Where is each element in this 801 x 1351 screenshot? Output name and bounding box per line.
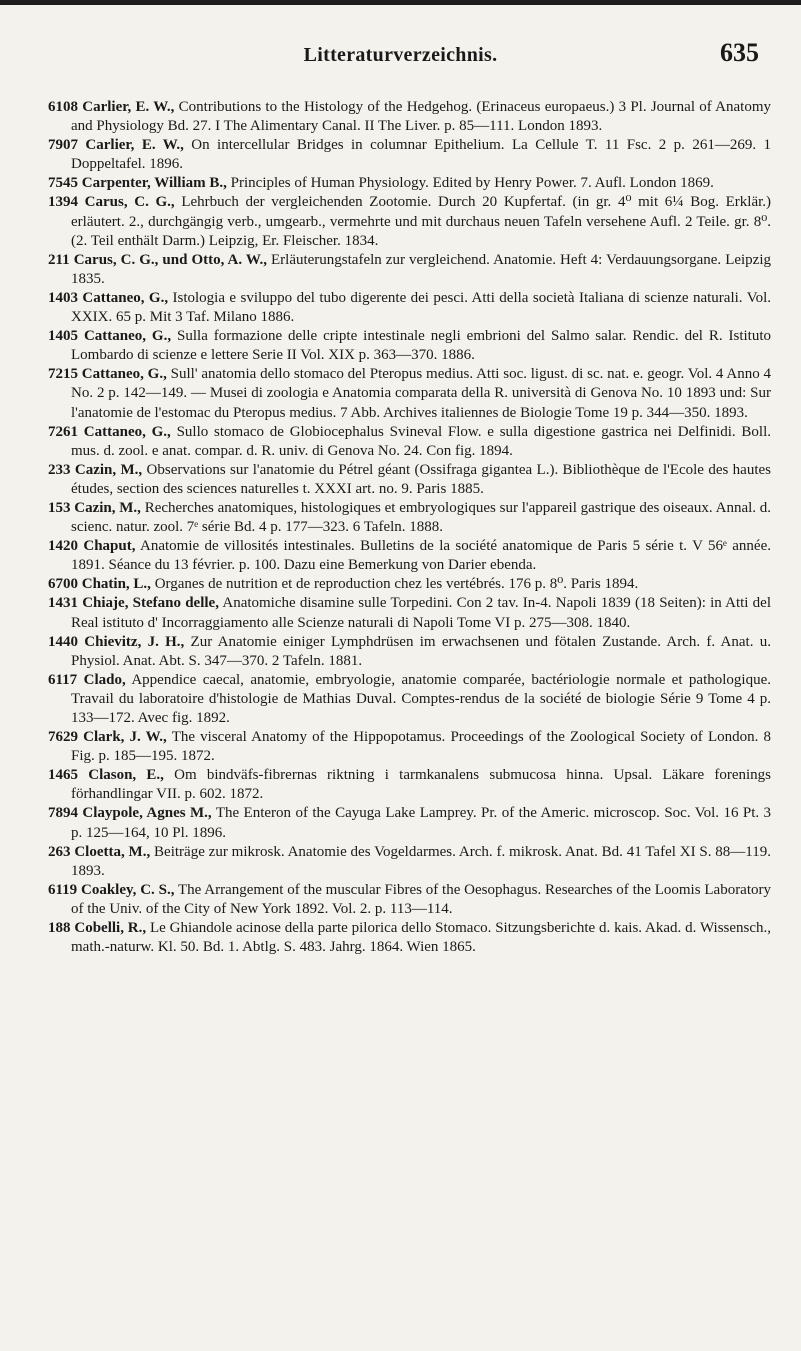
entry-author: Coakley, C. S., bbox=[81, 881, 175, 898]
entry-author: Carlier, E. W., bbox=[85, 137, 184, 154]
entry-number: 153 bbox=[48, 499, 71, 516]
bibliography-entry bbox=[48, 633, 771, 671]
entry-author: Claypole, Agnes M., bbox=[82, 805, 212, 822]
bibliography-entry bbox=[48, 919, 771, 957]
entry-author: Cloetta, M., bbox=[74, 843, 151, 860]
bibliography-entry bbox=[48, 98, 771, 136]
bibliography-entry bbox=[48, 461, 771, 499]
entry-text: Sull' anatomia dello stomaco del Pteropus medius. Atti soc. ligust. di sc. nat. e. geogr. Vol. 4 Anno 4 No. 2 p. 142—149. — Musei di zoologia e Anatomia comparata della R. università di Genova No. 10 1893 und: Sur l'anatomie de l'estomac du Pteropus medius. 7 Abb. Archives italiennes de Biologie Tome 19 p. 344—350. 1893. bbox=[71, 366, 772, 421]
entry-author: Chiaje, Stefano delle, bbox=[82, 595, 219, 612]
bibliography-entry bbox=[48, 766, 771, 804]
entry-author: Clason, E., bbox=[88, 767, 164, 784]
entry-author: Cattaneo, G., bbox=[81, 366, 167, 383]
bibliography-entry bbox=[48, 594, 771, 632]
entry-text: Anatomiche disamine sulle Torpedini. Con 2 tav. In-4. Napoli 1839 (18 Seiten): in Atti del Real istituto d' Incorraggiamento alle Scienze naturali di Napoli Tome VI p. 275—308. 1840. bbox=[71, 595, 771, 631]
entry-number: 7907 bbox=[48, 137, 78, 154]
entry-number: 1420 bbox=[48, 538, 78, 555]
entry-author: Chievitz, J. H., bbox=[84, 633, 185, 650]
entry-number: 6119 bbox=[48, 881, 78, 898]
entry-number: 1394 bbox=[48, 194, 78, 211]
entry-author: Carus, C. G., und Otto, A. W., bbox=[73, 251, 267, 268]
entry-number: 6117 bbox=[48, 671, 78, 688]
entry-text: The Enteron of the Cayuga Lake Lamprey. Pr. of the Americ. microscop. Soc. Vol. 16 Pt. 3 p. 125—164, 10 Pl. 1896. bbox=[71, 805, 772, 841]
running-title: Litteraturverzeichnis. bbox=[303, 44, 498, 66]
bibliography-entry bbox=[48, 193, 771, 250]
entry-author: Cattaneo, G., bbox=[83, 423, 171, 440]
entry-author: Carus, C. G., bbox=[84, 194, 175, 211]
bibliography-entry bbox=[48, 136, 771, 174]
bibliography-entry bbox=[48, 881, 771, 919]
entry-author: Cobelli, R., bbox=[74, 920, 147, 937]
entry-number: 211 bbox=[48, 251, 70, 268]
entry-number: 1403 bbox=[48, 289, 78, 306]
entry-text: The Arrangement of the muscular Fibres of the Oesophagus. Researches of the Loomis Laboratory of the Univ. of the City of New York 1892. Vol. 2. p. 113—114. bbox=[71, 881, 772, 917]
entry-text: On intercellular Bridges in columnar Epithelium. La Cellule T. 11 Fsc. 2 p. 261—269. 1 Doppeltafel. 1896. bbox=[71, 137, 771, 173]
bibliography-entry bbox=[48, 537, 771, 575]
entry-number: 7545 bbox=[48, 175, 78, 192]
entry-author: Chatin, L., bbox=[81, 576, 151, 593]
entry-number: 7894 bbox=[48, 805, 78, 822]
entry-author: Clado, bbox=[83, 671, 126, 688]
entry-text: The visceral Anatomy of the Hippopotamus. Proceedings of the Zoological Society of London. 8 Fig. p. 185—195. 1872. bbox=[71, 729, 772, 765]
entry-number: 6108 bbox=[48, 99, 78, 115]
entry-number: 7215 bbox=[48, 366, 78, 383]
bibliography-entry bbox=[48, 804, 771, 842]
page-header bbox=[0, 38, 801, 78]
bibliography-entry bbox=[48, 174, 771, 193]
entry-author: Cattaneo, G., bbox=[83, 328, 172, 345]
entry-text: Appendice caecal, anatomie, embryologie, anatomie comparée, bactériologie normale et pathologique. Travail du laboratoire d'histologie de Mathias Duval. Comptes-rendus de la société de biologie Série 9 Tome 4 p. 133—172. Avec fig. 1892. bbox=[71, 671, 771, 726]
entry-number: 188 bbox=[48, 920, 71, 937]
entry-text: Om bindväfs-fibrernas riktning i tarmkanalens submucosa hinna. Upsal. Läkare forenings förhandlingar VII. p. 602. 1872. bbox=[71, 767, 772, 803]
entry-number: 1440 bbox=[48, 633, 78, 650]
entry-text: Beiträge zur mikrosk. Anatomie des Vogeldarmes. Arch. f. mikrosk. Anat. Bd. 41 Tafel XI S. 88—119. 1893. bbox=[71, 843, 771, 879]
entry-text: Istologia e sviluppo del tubo digerente dei pesci. Atti della società Italiana di scienze naturali. Vol. XXIX. 65 p. Mit 3 Taf. Milano 1886. bbox=[71, 289, 772, 326]
entry-text: Organes de nutrition et de reproduction chez les vertébrés. 176 p. 8⁰. Paris 1894. bbox=[154, 576, 639, 593]
bibliography-entry bbox=[48, 365, 771, 422]
page-number: 635 bbox=[720, 38, 759, 67]
entry-text: Anatomie de villosités intestinales. Bulletins de la société anatomique de Paris 5 série t. V 56ᵉ année. 1891. Séance du 13 février. p. 100. Dazu eine Bemerkung von Darier ebenda. bbox=[71, 538, 771, 574]
bibliography-entry bbox=[48, 843, 771, 881]
entry-text: Lehrbuch der vergleichenden Zootomie. Durch 20 Kupfertaf. (in gr. 4⁰ mit 6¼ Bog. Erklär.) erläutert. 2., durchgängig verb., umgearb., vermehrte und mit durchaus neuen Tafeln versehene Aufl. 2 Teile. gr. 8⁰. (2. Teil enthält Darm.) Leipzig, Er. Fleischer. 1834. bbox=[71, 194, 772, 249]
bibliography-list bbox=[48, 98, 771, 957]
entry-text: Principles of Human Physiology. Edited by Henry Power. 7. Aufl. London 1869. bbox=[230, 175, 714, 192]
entry-text: Sulla formazione delle cripte intestinale negli embrioni del Salmo salar. Rendic. del R. Istituto Lombardo di scienze e lettere Serie II Vol. XIX p. 363—370. 1886. bbox=[71, 328, 772, 364]
bibliography-entry bbox=[48, 499, 771, 537]
entry-number: 7261 bbox=[48, 423, 78, 440]
entry-author: Clark, J. W., bbox=[83, 729, 167, 746]
bibliography-entry bbox=[48, 251, 771, 289]
bibliography-entry bbox=[48, 728, 771, 766]
entry-author: Carpenter, William B., bbox=[81, 175, 227, 192]
entry-number: 233 bbox=[48, 461, 71, 478]
entry-number: 1431 bbox=[48, 595, 78, 612]
bibliography-entry bbox=[48, 289, 771, 327]
entry-author: Carlier, E. W., bbox=[82, 99, 175, 115]
entry-text: Sullo stomaco de Globiocephalus Svineval Flow. e sulla digestione gastrica nei Delfinidi. Boll. mus. d. zool. e anat. compar. d. R. univ. di Genova No. 24. Con fig. 1894. bbox=[71, 423, 772, 459]
entry-text: Observations sur l'anatomie du Pétrel géant (Ossifraga gigantea L.). Bibliothèque de l'Ecole des hautes études, section des sciences naturelles t. XXXI art. no. 9. Paris 1885. bbox=[71, 461, 772, 497]
bibliography-entry bbox=[48, 327, 771, 365]
entry-author: Cazin, M., bbox=[74, 461, 143, 478]
bibliography-entry bbox=[48, 423, 771, 461]
entry-author: Cazin, M., bbox=[74, 499, 141, 516]
entry-number: 1465 bbox=[48, 767, 78, 784]
bibliography-entry bbox=[48, 671, 771, 728]
entry-author: Chaput, bbox=[83, 538, 136, 555]
bibliography-entry bbox=[48, 575, 771, 594]
entry-number: 6700 bbox=[48, 576, 78, 593]
entry-number: 7629 bbox=[48, 729, 78, 746]
entry-text: Le Ghiandole acinose della parte pilorica dello Stomaco. Sitzungsberichte d. kais. Akad. d. Wissensch., math.-naturw. Kl. 50. Bd. 1. Abtlg. S. 483. Jahrg. 1864. Wien 1865. bbox=[71, 920, 772, 956]
entry-number: 263 bbox=[48, 843, 71, 860]
entry-text: Erläuterungstafeln zur vergleichend. Anatomie. Heft 4: Verdauungsorgane. Leipzig 1835. bbox=[71, 251, 772, 287]
entry-author: Cattaneo, G., bbox=[82, 289, 169, 306]
entry-number: 1405 bbox=[48, 328, 78, 345]
entry-text: Contributions to the Histology of the Hedgehog. (Erinaceus europaeus.) 3 Pl. Journal of Anatomy and Physiology Bd. 27. I The Alimentary Canal. II The Liver. p. 85—111. London 1893. bbox=[71, 99, 772, 135]
top-border-rule bbox=[0, 0, 801, 5]
entry-text: Zur Anatomie einiger Lymphdrüsen im erwachsenen und fötalen Zustande. Arch. f. Anat. u. Physiol. Anat. Abt. S. 347—370. 2 Tafeln. 1881. bbox=[71, 633, 771, 669]
entry-text: Recherches anatomiques, histologiques et embryologiques sur l'appareil gastrique des oiseaux. Annal. d. scienc. natur. zool. 7ᵉ série Bd. 4 p. 177—323. 6 Tafeln. 1888. bbox=[71, 499, 772, 536]
